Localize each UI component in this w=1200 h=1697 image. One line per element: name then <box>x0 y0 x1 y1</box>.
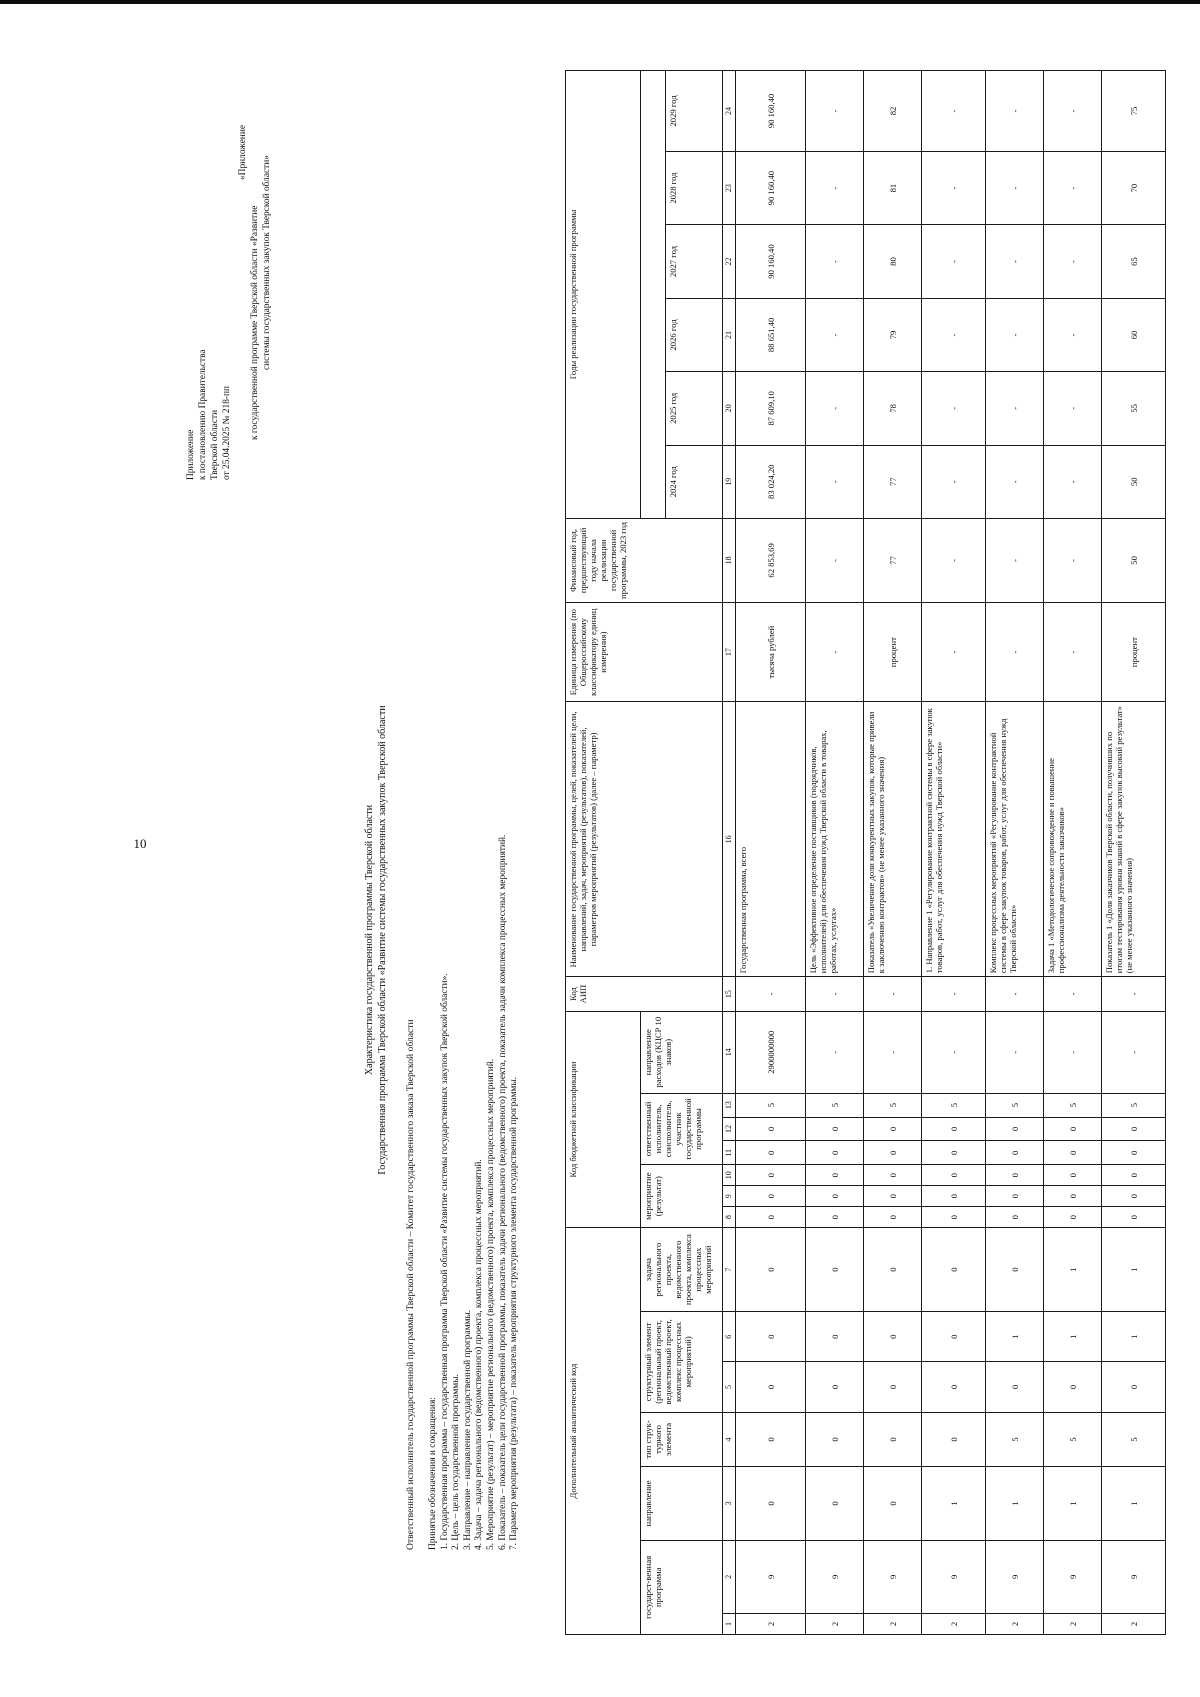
table-row <box>922 71 986 1635</box>
value-2028: - <box>1044 151 1102 224</box>
approval-line: к постановлению Правительства <box>198 349 208 480</box>
structural-element-code-2: 0 <box>806 1312 864 1362</box>
column-number: 22 <box>723 225 736 298</box>
program-table <box>565 70 1166 1635</box>
row-unit: - <box>1044 602 1102 702</box>
value-2027: - <box>986 225 1044 298</box>
value-2026: 88 651,40 <box>736 298 806 371</box>
value-2029: 82 <box>864 71 922 152</box>
executor-code-3: 5 <box>922 1093 986 1117</box>
value-2029: - <box>986 71 1044 152</box>
row-name: Показатель «Увеличение доли конкурентных закупок, которые привели к заключению контрактов» (не менее указанного значения) <box>864 702 922 977</box>
row-name: Комплекс процессных мероприятий «Регулирование контрактной системы в сфере закупок товаров, работ, услуг для обеспечения нужд Тверской области» <box>986 702 1044 977</box>
aip-code: - <box>1044 977 1102 1012</box>
expense-code: - <box>806 1011 864 1093</box>
row-base-year: - <box>922 518 986 602</box>
structural-element-code-2: 0 <box>736 1312 806 1362</box>
program-code-1: 2 <box>1044 1614 1102 1635</box>
executor-code-1: 0 <box>806 1141 864 1165</box>
legend-item: 6. Показатель – показатель цели государственной программы, показатель задачи регионального (ведомственного) проекта, показатель задачи комплекса процессных мероприятий. <box>497 834 508 1550</box>
header-base-year: Финансовый год, предшествующий году начала реализации государственной программы, 2023 год <box>566 518 723 602</box>
direction-code: 1 <box>986 1467 1044 1540</box>
title-line: Характеристика государственной программы Тверской области <box>364 804 375 1076</box>
activity-code-1: 0 <box>1044 1207 1102 1228</box>
value-2024: - <box>1044 445 1102 518</box>
table-row <box>806 71 864 1635</box>
activity-code-1: 0 <box>806 1207 864 1228</box>
activity-code-1: 0 <box>986 1207 1044 1228</box>
header-year: 2026 год <box>666 298 723 371</box>
legend-item: 1. Государственная программа – государственная программа Тверской области «Развитие системы государственных закупок Тверской области». <box>439 973 450 1550</box>
row-name: Показатель 1 «Доля заказчиков Тверской области, получивших по итогам тестирования уровня знаний в сфере закупок высокий результат» (не менее указанного значения) <box>1102 702 1166 977</box>
structural-element-code-1: 0 <box>736 1362 806 1412</box>
executor-code-3: 5 <box>986 1093 1044 1117</box>
executor-code-2: 0 <box>736 1117 806 1141</box>
value-2025: - <box>986 372 1044 445</box>
column-number: 18 <box>723 518 736 602</box>
header-direction: направление <box>641 1467 723 1540</box>
structural-element-code-1: 0 <box>986 1362 1044 1412</box>
header-year: 2029 год <box>666 71 723 152</box>
activity-code-3: 0 <box>806 1165 864 1186</box>
aip-code: - <box>736 977 806 1012</box>
activity-code-3: 0 <box>1044 1165 1102 1186</box>
value-2027: - <box>806 225 864 298</box>
responsible-executor: Ответственный исполнитель государственной программы Тверской области – Комитет государственного заказа Тверской области <box>405 1019 416 1550</box>
value-2025: 87 609,10 <box>736 372 806 445</box>
row-base-year: 50 <box>1102 518 1166 602</box>
column-number: 3 <box>723 1467 736 1540</box>
column-number: 17 <box>723 602 736 702</box>
approval-line: от 25.04.2025 № 218-пп <box>222 385 232 480</box>
row-name: Цель «Эффективное определение поставщиков (подрядчиков, исполнителей) для обеспечения нужд Тверской области в товарах, работах, услугах» <box>806 702 864 977</box>
legend-item: 5. Мероприятие (результат) – мероприятие регионального (ведомственного) проекта, комплекса процессных мероприятий. <box>485 1058 496 1550</box>
program-code-1: 2 <box>922 1614 986 1635</box>
program-code-1: 2 <box>736 1614 806 1635</box>
column-number: 23 <box>723 151 736 224</box>
approval-line: системы государственных закупок Тверской области» <box>262 155 272 370</box>
value-2029: - <box>806 71 864 152</box>
expense-code: - <box>986 1011 1044 1093</box>
row-unit: - <box>986 602 1044 702</box>
column-number: 4 <box>723 1412 736 1467</box>
expense-code: - <box>864 1011 922 1093</box>
row-unit: тысяча рублей <box>736 602 806 702</box>
legend-item: 2. Цель – цель государственной программы. <box>451 1374 462 1550</box>
activity-code-3: 0 <box>986 1165 1044 1186</box>
program-code-2: 9 <box>922 1540 986 1613</box>
column-number: 5 <box>723 1362 736 1412</box>
header-years: Годы реализации государственной программы <box>566 71 641 519</box>
element-type-code: 0 <box>736 1412 806 1467</box>
value-2027: 65 <box>1102 225 1166 298</box>
executor-code-3: 5 <box>1102 1093 1166 1117</box>
rotated-page <box>10 40 1190 1690</box>
column-number: 19 <box>723 445 736 518</box>
element-type-code: 0 <box>864 1412 922 1467</box>
approval-line: к государственной программе Тверской области «Развитие <box>250 205 260 440</box>
legend <box>428 150 521 1550</box>
structural-element-code-1: 0 <box>1102 1362 1166 1412</box>
program-code-1: 2 <box>1102 1614 1166 1635</box>
executor-code-1: 0 <box>1044 1141 1102 1165</box>
scan-top-edge <box>0 0 1200 4</box>
direction-code: 1 <box>922 1467 986 1540</box>
value-2029: - <box>922 71 986 152</box>
column-number: 16 <box>723 702 736 977</box>
executor-code-2: 0 <box>986 1117 1044 1141</box>
element-type-code: 0 <box>806 1412 864 1467</box>
activity-code-3: 0 <box>922 1165 986 1186</box>
structural-element-code-2: 1 <box>1044 1312 1102 1362</box>
value-2028: 70 <box>1102 151 1166 224</box>
header-program: государст-венная программа <box>641 1540 723 1634</box>
program-code-2: 9 <box>806 1540 864 1613</box>
activity-code-2: 0 <box>806 1186 864 1207</box>
value-2027: - <box>922 225 986 298</box>
row-base-year: - <box>986 518 1044 602</box>
program-code-2: 9 <box>864 1540 922 1613</box>
task-code: 0 <box>922 1228 986 1312</box>
value-2025: - <box>922 372 986 445</box>
program-code-2: 9 <box>736 1540 806 1613</box>
value-2025: - <box>1044 372 1102 445</box>
executor-code-1: 0 <box>864 1141 922 1165</box>
page-number: 10 <box>133 836 147 851</box>
structural-element-code-1: 0 <box>864 1362 922 1412</box>
header-years-blank <box>641 71 666 519</box>
program-code-1: 2 <box>864 1614 922 1635</box>
value-2028: 81 <box>864 151 922 224</box>
column-number: 1 <box>723 1614 736 1635</box>
row-unit: - <box>806 602 864 702</box>
column-number: 8 <box>723 1207 736 1228</box>
value-2024: - <box>922 445 986 518</box>
element-type-code: 5 <box>1102 1412 1166 1467</box>
executor-code-2: 0 <box>922 1117 986 1141</box>
row-base-year: 77 <box>864 518 922 602</box>
aip-code: - <box>1102 977 1166 1012</box>
header-activity: мероприятие (результат) <box>641 1165 723 1228</box>
executor-code-1: 0 <box>986 1141 1044 1165</box>
value-2027: 80 <box>864 225 922 298</box>
header-task: задача регионального проекта, ведомственного проекта, комплекса процессных мероприятий <box>641 1228 723 1312</box>
activity-code-3: 0 <box>1102 1165 1166 1186</box>
table-row <box>986 71 1044 1635</box>
row-name: Государственная программа, всего <box>736 702 806 977</box>
task-code: 0 <box>986 1228 1044 1312</box>
document-title <box>363 390 389 1490</box>
executor-code-3: 5 <box>806 1093 864 1117</box>
activity-code-2: 0 <box>1102 1186 1166 1207</box>
executor-code-2: 0 <box>1102 1117 1166 1141</box>
activity-code-3: 0 <box>864 1165 922 1186</box>
value-2027: 90 160,40 <box>736 225 806 298</box>
approval-block <box>185 50 273 480</box>
aip-code: - <box>986 977 1044 1012</box>
column-number: 7 <box>723 1228 736 1312</box>
activity-code-2: 0 <box>986 1186 1044 1207</box>
row-unit: процент <box>1102 602 1166 702</box>
executor-code-3: 5 <box>864 1093 922 1117</box>
activity-code-1: 0 <box>1102 1207 1166 1228</box>
header-year: 2027 год <box>666 225 723 298</box>
column-number: 15 <box>723 977 736 1012</box>
value-2024: 50 <box>1102 445 1166 518</box>
value-2024: - <box>806 445 864 518</box>
value-2026: - <box>1044 298 1102 371</box>
value-2026: 79 <box>864 298 922 371</box>
element-type-code: 0 <box>922 1412 986 1467</box>
table-row <box>1102 71 1166 1635</box>
activity-code-2: 0 <box>736 1186 806 1207</box>
column-number: 6 <box>723 1312 736 1362</box>
program-code-1: 2 <box>806 1614 864 1635</box>
header-year: 2028 год <box>666 151 723 224</box>
row-base-year: - <box>1044 518 1102 602</box>
value-2025: - <box>806 372 864 445</box>
value-2027: - <box>1044 225 1102 298</box>
column-number: 2 <box>723 1540 736 1613</box>
task-code: 1 <box>1102 1228 1166 1312</box>
activity-code-2: 0 <box>864 1186 922 1207</box>
value-2026: - <box>806 298 864 371</box>
structural-element-code-1: 0 <box>922 1362 986 1412</box>
direction-code: 0 <box>806 1467 864 1540</box>
structural-element-code-2: 0 <box>864 1312 922 1362</box>
executor-code-3: 5 <box>736 1093 806 1117</box>
direction-code: 1 <box>1102 1467 1166 1540</box>
executor-code-3: 5 <box>1044 1093 1102 1117</box>
approval-line: «Приложение <box>238 124 248 180</box>
activity-code-1: 0 <box>736 1207 806 1228</box>
executor-code-2: 0 <box>864 1117 922 1141</box>
row-name: 1. Направление 1 «Регулирование контрактной системы в сфере закупок товаров, работ, услуг для обеспечения нужд Тверской области» <box>922 702 986 977</box>
column-number: 9 <box>723 1186 736 1207</box>
value-2026: 60 <box>1102 298 1166 371</box>
structural-element-code-2: 1 <box>1102 1312 1166 1362</box>
header-unit: Единица измерения (по Общероссийскому классификатору единиц измерения) <box>566 602 723 702</box>
column-number: 12 <box>723 1117 736 1141</box>
activity-code-2: 0 <box>922 1186 986 1207</box>
program-code-2: 9 <box>1102 1540 1166 1613</box>
value-2024: - <box>986 445 1044 518</box>
header-expense: направление расходов (КЦСР 10 знаков) <box>641 1011 723 1093</box>
legend-item: 3. Направление – направление государственной программы. <box>462 1309 473 1550</box>
row-unit: процент <box>864 602 922 702</box>
value-2029: 90 160,40 <box>736 71 806 152</box>
row-name: Задача 1 «Методологическое сопровождение и повышение профессионализма деятельности заказчиков» <box>1044 702 1102 977</box>
table-row <box>1044 71 1102 1635</box>
value-2026: - <box>986 298 1044 371</box>
value-2029: 75 <box>1102 71 1166 152</box>
value-2028: - <box>986 151 1044 224</box>
aip-code: - <box>922 977 986 1012</box>
direction-code: 0 <box>864 1467 922 1540</box>
value-2024: 77 <box>864 445 922 518</box>
column-number: 21 <box>723 298 736 371</box>
column-number: 20 <box>723 372 736 445</box>
header-year: 2024 год <box>666 445 723 518</box>
expense-code: - <box>922 1011 986 1093</box>
header-additional-code: Дополнительный аналитический код <box>566 1228 641 1635</box>
table-row <box>736 71 806 1635</box>
executor-code-2: 0 <box>806 1117 864 1141</box>
structural-element-code-2: 0 <box>922 1312 986 1362</box>
structural-element-code-1: 0 <box>806 1362 864 1412</box>
activity-code-1: 0 <box>922 1207 986 1228</box>
aip-code: - <box>806 977 864 1012</box>
structural-element-code-1: 0 <box>1044 1362 1102 1412</box>
structural-element-code-2: 1 <box>986 1312 1044 1362</box>
column-number: 14 <box>723 1011 736 1093</box>
column-number: 13 <box>723 1093 736 1117</box>
task-code: 0 <box>806 1228 864 1312</box>
program-code-2: 9 <box>986 1540 1044 1613</box>
value-2029: - <box>1044 71 1102 152</box>
executor-code-1: 0 <box>1102 1141 1166 1165</box>
approval-line: Тверской области <box>210 409 220 480</box>
expense-code: 2900000000 <box>736 1011 806 1093</box>
header-budget-code: Код бюджетной классификации <box>566 1011 641 1227</box>
legend-item: 7. Параметр мероприятия (результата) – показатель мероприятия структурного элемента государственной программы. <box>509 1077 520 1550</box>
element-type-code: 5 <box>1044 1412 1102 1467</box>
legend-item: 4. Задача – задача регионального (ведомственного) проекта, комплекса процессных мероприятий. <box>474 1159 485 1550</box>
expense-code: - <box>1044 1011 1102 1093</box>
task-code: 1 <box>1044 1228 1102 1312</box>
table-body <box>566 71 1166 1635</box>
value-2028: - <box>806 151 864 224</box>
activity-code-1: 0 <box>864 1207 922 1228</box>
aip-code: - <box>864 977 922 1012</box>
row-base-year: - <box>806 518 864 602</box>
column-number-row <box>723 71 736 1635</box>
expense-code: - <box>1102 1011 1166 1093</box>
column-number: 24 <box>723 71 736 152</box>
row-base-year: 62 853,69 <box>736 518 806 602</box>
value-2028: 90 160,40 <box>736 151 806 224</box>
column-number: 10 <box>723 1165 736 1186</box>
program-code-1: 2 <box>986 1614 1044 1635</box>
row-unit: - <box>922 602 986 702</box>
legend-heading: Принятые обозначения и сокращения: <box>428 1397 438 1550</box>
task-code: 0 <box>736 1228 806 1312</box>
value-2025: 55 <box>1102 372 1166 445</box>
activity-code-2: 0 <box>1044 1186 1102 1207</box>
direction-code: 0 <box>736 1467 806 1540</box>
value-2026: - <box>922 298 986 371</box>
program-code-2: 9 <box>1044 1540 1102 1613</box>
value-2024: 83 024,20 <box>736 445 806 518</box>
executor-code-2: 0 <box>1044 1117 1102 1141</box>
header-aip-code: Код АИП <box>566 977 723 1012</box>
direction-code: 1 <box>1044 1467 1102 1540</box>
approval-line: Приложение <box>186 429 196 480</box>
activity-code-3: 0 <box>736 1165 806 1186</box>
header-element-type: тип струк-турного элемента <box>641 1412 723 1467</box>
header-structural-element: структурный элемент (региональный проект, ведомственный проект, комплекс процессных мероприятий) <box>641 1312 723 1413</box>
executor-code-1: 0 <box>922 1141 986 1165</box>
table-row <box>864 71 922 1635</box>
title-line: Государственная программа Тверской области «Развитие системы государственных закупок Тверской области <box>377 705 388 1175</box>
header-executor: ответственный исполнитель, соисполнитель, участник государственной программы <box>641 1093 723 1165</box>
header-row-groups <box>566 71 641 1635</box>
executor-code-1: 0 <box>736 1141 806 1165</box>
header-name: Наименование государственной программы, целей, показателей цели, направлений, задач, мероприятий (результатов), показателей, параметров мероприятий (результатов) (далее – параметр) <box>566 702 723 977</box>
column-number: 11 <box>723 1141 736 1165</box>
value-2028: - <box>922 151 986 224</box>
value-2025: 78 <box>864 372 922 445</box>
header-year: 2025 год <box>666 372 723 445</box>
task-code: 0 <box>864 1228 922 1312</box>
element-type-code: 5 <box>986 1412 1044 1467</box>
